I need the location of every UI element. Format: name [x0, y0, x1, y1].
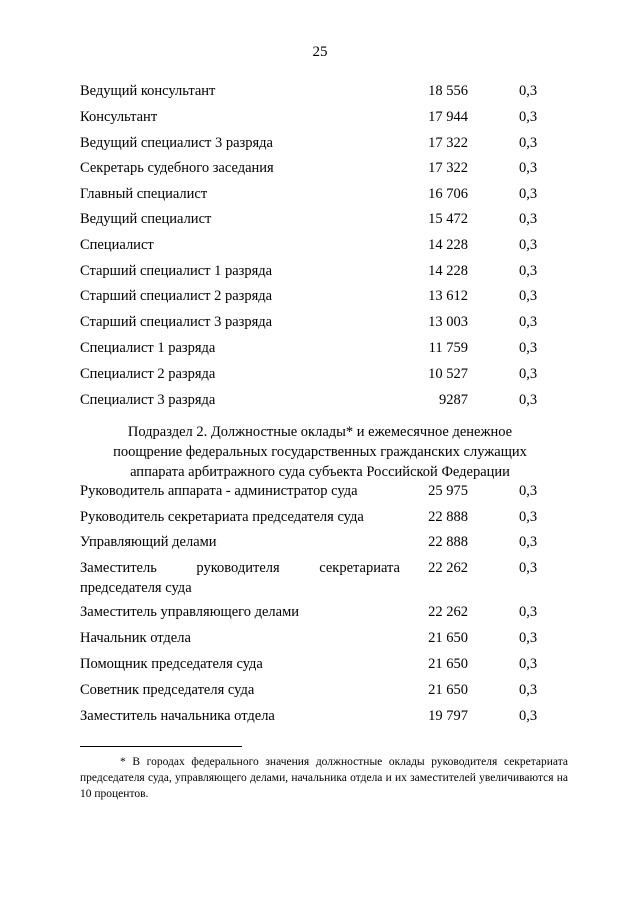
salary-value: 17 944: [428, 109, 468, 125]
bonus-coefficient: 0,3: [519, 682, 538, 698]
position-title: Главный специалист: [80, 186, 208, 202]
position-title: Ведущий консультант: [80, 83, 216, 99]
position-title: Управляющий делами: [80, 534, 217, 550]
position-title: Ведущий специалист: [80, 211, 212, 227]
bonus-coefficient: 0,3: [519, 534, 538, 550]
position-title: Специалист 1 разряда: [80, 340, 216, 356]
salary-value: 15 472: [428, 211, 468, 227]
table-row: [80, 158, 560, 178]
bonus-coefficient: 0,3: [519, 340, 538, 356]
page-number: 25: [312, 44, 328, 60]
bonus-coefficient: 0,3: [519, 483, 538, 499]
table-row: [80, 312, 560, 332]
salary-value: 22 888: [428, 534, 468, 550]
position-title: Помощник председателя суда: [80, 656, 263, 672]
table-row: [80, 133, 560, 153]
position-title: Ведущий специалист 3 разряда: [80, 135, 273, 151]
bonus-coefficient: 0,3: [519, 288, 538, 304]
subsection-heading-line: поощрение федеральных государственных гражданских служащих: [113, 444, 527, 460]
position-title-line: Заместитель руководителя секретариата: [80, 560, 400, 576]
table-row: [80, 481, 560, 501]
salary-value: 22 262: [428, 560, 468, 576]
footnote-divider: [80, 746, 242, 747]
bonus-coefficient: 0,3: [519, 83, 538, 99]
position-title: [80, 558, 400, 598]
salary-value: 19 797: [428, 708, 468, 724]
salary-value: 21 650: [428, 630, 468, 646]
table-row: [80, 364, 560, 384]
subsection-heading-line: Подраздел 2. Должностные оклады* и ежемесячное денежное: [127, 424, 513, 440]
table-row: [80, 390, 560, 410]
salary-value: 14 228: [428, 263, 468, 279]
position-title: Заместитель начальника отдела: [80, 708, 275, 724]
table-row: [80, 507, 560, 527]
salary-value: 10 527: [428, 366, 468, 382]
bonus-coefficient: 0,3: [519, 560, 538, 576]
bonus-coefficient: 0,3: [519, 109, 538, 125]
position-title: Старший специалист 1 разряда: [80, 263, 273, 279]
position-title: Начальник отдела: [80, 630, 191, 646]
table-row: [80, 81, 560, 101]
bonus-coefficient: 0,3: [519, 392, 538, 408]
bonus-coefficient: 0,3: [519, 263, 538, 279]
bonus-coefficient: 0,3: [519, 656, 538, 672]
salary-value: 22 888: [428, 509, 468, 525]
table-row: [80, 235, 560, 255]
salary-value: 13 612: [428, 288, 468, 304]
position-title: Старший специалист 3 разряда: [80, 314, 273, 330]
position-title: Старший специалист 2 разряда: [80, 288, 273, 304]
subsection-heading-line: аппарата арбитражного суда субъекта Российской Федерации: [130, 464, 510, 480]
bonus-coefficient: 0,3: [519, 509, 538, 525]
bonus-coefficient: 0,3: [519, 366, 538, 382]
table-row: [80, 261, 560, 281]
salary-value: 11 759: [428, 340, 468, 356]
bonus-coefficient: 0,3: [519, 708, 538, 724]
position-title: Советник председателя суда: [80, 682, 255, 698]
position-title: Консультант: [80, 109, 158, 125]
bonus-coefficient: 0,3: [519, 604, 538, 620]
bonus-coefficient: 0,3: [519, 211, 538, 227]
footnote: * В городах федерального значения должностные оклады руководителя секретариата председателя суда, управляющего делами, начальника отдела и их заместителей увеличиваются на 10 процентов.: [80, 756, 568, 800]
table-row: [80, 286, 560, 306]
table-row: [80, 338, 560, 358]
position-title: Руководитель секретариата председателя суда: [80, 509, 364, 525]
salary-value: 21 650: [428, 682, 468, 698]
table-row: [80, 680, 560, 700]
table-row: [80, 107, 560, 127]
salary-value: 14 228: [428, 237, 468, 253]
table-row: [80, 209, 560, 229]
table-row: [80, 558, 560, 598]
position-title: Заместитель управляющего делами: [80, 604, 300, 620]
salary-value: 17 322: [428, 135, 468, 151]
position-title: Секретарь судебного заседания: [80, 160, 274, 176]
bonus-coefficient: 0,3: [519, 237, 538, 253]
position-title: Специалист 2 разряда: [80, 366, 216, 382]
position-title: Специалист: [80, 237, 154, 253]
bonus-coefficient: 0,3: [519, 186, 538, 202]
position-title-line: председателя суда: [80, 580, 192, 596]
table-row: [80, 654, 560, 674]
subsection-heading: [80, 422, 560, 482]
bonus-coefficient: 0,3: [519, 630, 538, 646]
bonus-coefficient: 0,3: [519, 135, 538, 151]
position-title: Руководитель аппарата - администратор суда: [80, 483, 358, 499]
salary-value: 13 003: [428, 314, 468, 330]
salary-value: 22 262: [428, 604, 468, 620]
table-row: [80, 706, 560, 726]
salary-value: 16 706: [428, 186, 468, 202]
salary-value: 21 650: [428, 656, 468, 672]
bonus-coefficient: 0,3: [519, 160, 538, 176]
salary-value: 17 322: [428, 160, 468, 176]
salary-value: 25 975: [428, 483, 468, 499]
salary-value: 18 556: [428, 83, 468, 99]
salary-value: 9287: [439, 392, 468, 408]
table-row: [80, 184, 560, 204]
position-title: Специалист 3 разряда: [80, 392, 216, 408]
table-row: [80, 532, 560, 552]
table-row: [80, 602, 560, 622]
bonus-coefficient: 0,3: [519, 314, 538, 330]
table-row: [80, 628, 560, 648]
